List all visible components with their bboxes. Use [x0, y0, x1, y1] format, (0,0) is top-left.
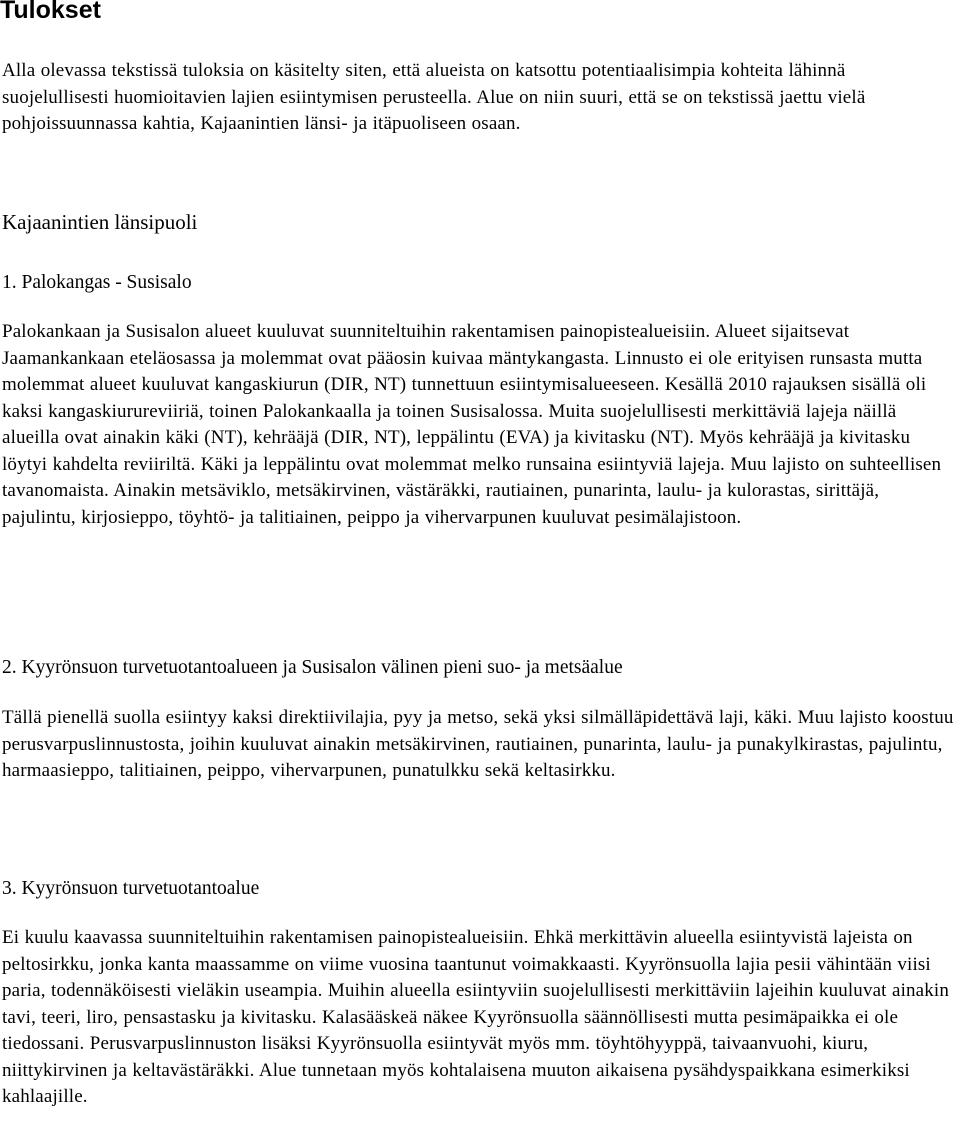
area-1-title: 1. Palokangas - Susisalo — [2, 272, 192, 293]
area-2-title: 2. Kyyrönsuon turvetuotantoalueen ja Susisalon välinen pieni suo- ja metsäalue — [2, 657, 623, 678]
area-2-text: Tällä pienellä suolla esiintyy kaksi direktiivilajia, pyy ja metso, sekä yksi silmälläpidettävä laji, käki. Muu lajisto koostuu perusvarpuslinnustosta, joihin kuuluvat ainakin metsäkirvinen, rautiainen, punarinta, laulu- ja punakylkirastas, pajulintu, harmaasieppo, talitiainen, peippo, vihervarpunen, punatulkku sekä keltasirkku. — [2, 707, 954, 781]
area-3-title: 3. Kyyrönsuon turvetuotantoalue — [2, 878, 260, 899]
area-3-text: Ei kuulu kaavassa suunniteltuihin rakentamisen painopistealueisiin. Ehkä merkittävin alueella esiintyvistä lajeista on peltosirkku, jonka kanta maassamme on viime vuosina taantunut voimakkaasti. Kyyrönsuolla lajia pesii vähintään viisi paria, todennäköisesti vieläkin useampia. Muihin alueella esiintyviin suojelullisesti merkittäviin lajeihin kuuluvat ainakin tavi, teeri, liro, pensastasku ja kivitasku. Kalasääskeä näkee Kyyrönsuolla säännöllisesti mutta pesimäpaikka ei ole tiedossani. Perusvarpuslinnuston lisäksi Kyyrönsuolla esiintyvät myös mm. töyhtöhyyppä, taivaanvuohi, kiuru, niittykirvinen ja keltavästäräkki. Alue tunnetaan myös kohtalaisena muuton aikaisena pysähdyspaikkana esimerkiksi kahlaajille. — [2, 927, 949, 1107]
page-title: Tulokset — [0, 0, 101, 24]
intro-paragraph: Alla olevassa tekstissä tuloksia on käsitelty siten, että alueista on katsottu potentiaalisimpia kohteita lähinnä suojelullisesti huomioitavien lajien esiintymisen perusteella. Alue on niin suuri, että se on tekstissä jaettu vielä pohjoissuunnassa kahtia, Kajaanintien länsi- ja itäpuoliseen osaan. — [2, 60, 866, 134]
section-heading: Kajaanintien länsipuoli — [2, 210, 198, 234]
area-1-text: Palokankaan ja Susisalon alueet kuuluvat suunniteltuihin rakentamisen painopistealueisiin. Alueet sijaitsevat Jaamankankaan eteläosassa ja molemmat ovat pääosin kuivaa mäntykangasta. Linnusto ei ole erityisen runsasta mutta molemmat alueet kuuluvat kangaskiurun (DIR, NT) tunnettuun esiintymisalueeseen. Kesällä 2010 rajauksen sisällä oli kaksi kangaskiurureviiriä, toinen Palokankaalla ja toinen Susisalossa. Muita suojelullisesti merkittäviä lajeja näillä alueilla ovat ainakin käki (NT), kehrääjä (DIR, NT), leppälintu (EVA) ja kivitasku (NT). Myös kehrääjä ja kivitasku löytyi kahdelta reviiriltä. Käki ja leppälintu ovat molemmat melko runsaina esiintyviä lajeja. Muu lajisto on suhteellisen tavanomaista. Ainakin metsäviklo, metsäkirvinen, västäräkki, rautiainen, punarinta, laulu- ja kulorastas, sirittäjä, pajulintu, kirjosieppo, töyhtö- ja talitiainen, peippo ja vihervarpunen kuuluvat pesimälajistoon. — [2, 321, 942, 528]
